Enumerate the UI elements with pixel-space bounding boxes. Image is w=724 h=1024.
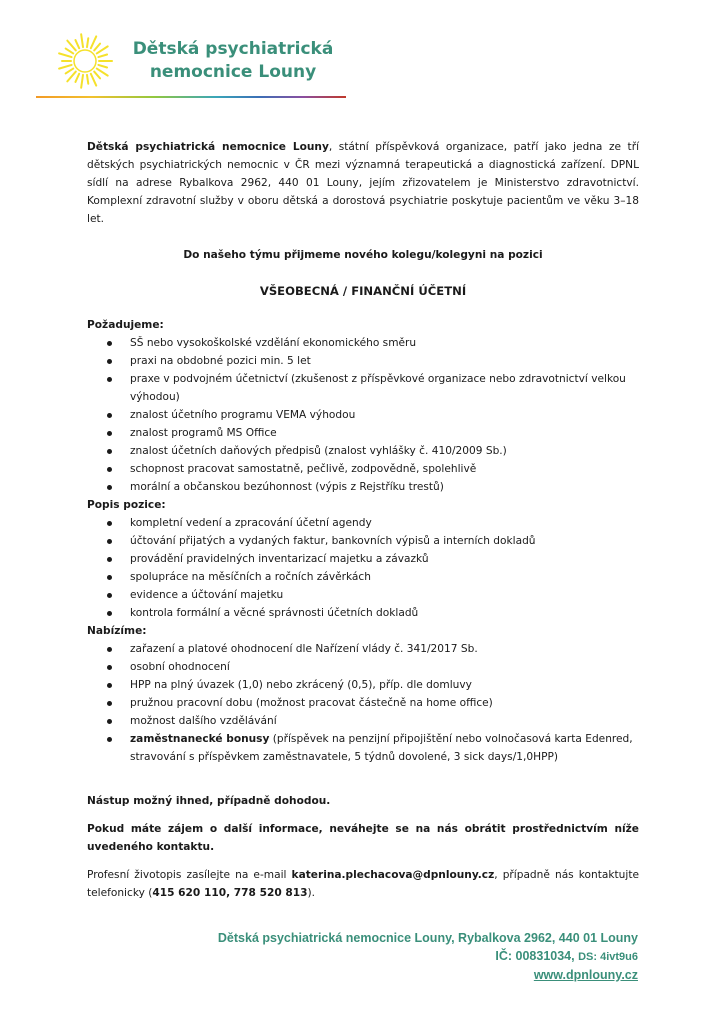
footer-ic: IČ: 00831034,	[495, 949, 579, 963]
intro-text: , státní příspěvková organizace, patří jako jedna ze tří dětských psychiatrických nemocnic v ČR mezi významná terapeutická a diagnostická zařízení. DPNL sídlí na adrese Rybalkova 2962, 440 01 Louny, jejím zřizovatelem je Ministerstvo zdravotnictví. Komplexní zdravotní služby v oboru dětská a dorostová psychiatrie poskytuje pacientům ve věku 3–18 let.	[87, 141, 640, 225]
offer-heading: Nabízíme:	[87, 625, 147, 637]
requirements-heading: Požadujeme:	[87, 319, 164, 331]
list-item: zařazení a platové ohodnocení dle Nařízení vlády č. 341/2017 Sb.	[87, 640, 639, 658]
sun-ray	[81, 75, 83, 88]
list-item-bonus	[87, 730, 639, 766]
logo-line-1: Dětská psychiatrická	[132, 39, 334, 59]
sun-ray	[66, 69, 74, 74]
sun-ray	[94, 44, 100, 51]
list-item: kompletní vedení a zpracování účetní agendy	[87, 514, 639, 532]
contact-email[interactable]: katerina.plechacova@dpnlouny.cz	[291, 869, 495, 881]
sun-ray	[75, 40, 79, 48]
contact-text-3: ).	[307, 887, 316, 899]
list-item: znalost programů MS Office	[87, 424, 639, 442]
sun-ray	[98, 65, 107, 68]
list-item: osobní ohodnocení	[87, 658, 639, 676]
bonus-text: (příspěvek na penzijní připojištění nebo volnočasová karta Edenred, stravování s příspěvkem zaměstnavatele, 5 týdnů dovolené, 3 sick days/1,0HPP)	[130, 733, 633, 763]
list-item: provádění pravidelných inventarizací majetku a závazků	[87, 550, 639, 568]
list-item: evidence a účtování majetku	[87, 586, 639, 604]
list-item: praxi na obdobné pozici min. 5 let	[87, 352, 639, 370]
sun-ray	[75, 74, 79, 82]
sun-ray	[67, 41, 76, 51]
offer-list	[87, 640, 639, 766]
contact-text-2: , případně nás kontaktujte telefonicky (	[87, 869, 639, 899]
requirements-list	[87, 334, 639, 496]
sun-ray	[59, 65, 71, 69]
rainbow-divider	[36, 96, 346, 98]
info-note: Pokud máte zájem o další informace, neváhejte se na nás obrátit prostřednictvím níže uvedeného kontaktu.	[87, 823, 639, 853]
list-item: kontrola formální a věcné správnosti účetních dokladů	[87, 604, 639, 622]
list-item: účtování přijatých a vydaných faktur, bankovních výpisů a interních dokladů	[87, 532, 639, 550]
footer-address: Dětská psychiatrická nemocnice Louny, Rybalkova 2962, 440 01 Louny	[217, 931, 638, 945]
list-item: schopnost pracovat samostatně, pečlivě, zodpovědně, spolehlivě	[87, 460, 639, 478]
contact-paragraph	[87, 866, 639, 902]
sun-ray	[91, 74, 96, 86]
job-title: VŠEOBECNÁ / FINANČNÍ ÚČETNÍ	[259, 284, 467, 298]
logo-line-2: nemocnice Louny	[149, 62, 317, 82]
sun-ray	[97, 46, 108, 53]
list-item: spolupráce na měsíčních a ročních závěrkách	[87, 568, 639, 586]
sun-ray	[97, 69, 108, 76]
sun-ray	[67, 72, 76, 82]
footer-website-link[interactable]: www.dpnlouny.cz	[533, 968, 638, 982]
sun-ray	[87, 75, 88, 84]
intro-paragraph	[87, 138, 639, 228]
list-item: možnost dalšího vzdělávání	[87, 712, 639, 730]
footer	[218, 929, 638, 984]
position-note: Do našeho týmu přijmeme nového kolegu/kolegyni na pozici	[183, 249, 543, 261]
list-item: praxe v podvojném účetnictví (zkušenost z příspěvkové organizace nebo zdravotnictví velkou výhodou)	[87, 370, 639, 406]
sun-ray	[81, 34, 83, 47]
contact-text-1: Profesní životopis zasílejte na e-mail	[87, 869, 292, 881]
sun-icon	[56, 32, 114, 90]
org-name: Dětská psychiatrická nemocnice Louny	[87, 141, 329, 153]
list-item: morální a občanskou bezúhonnost (výpis z Rejstříku trestů)	[87, 478, 639, 496]
start-note: Nástup možný ihned, případně dohodou.	[87, 795, 331, 807]
description-list	[87, 514, 639, 622]
contact-phones: 415 620 110, 778 520 813	[152, 887, 308, 899]
logo-text	[124, 38, 342, 84]
sun-ray	[91, 36, 96, 48]
document-body	[87, 138, 639, 902]
bonus-label: zaměstnanecké bonusy	[130, 733, 270, 745]
description-heading: Popis pozice:	[87, 499, 166, 511]
list-item: HPP na plný úvazek (1,0) nebo zkrácený (0,5), příp. dle domluvy	[87, 676, 639, 694]
sun-ray	[66, 49, 74, 54]
list-item: SŠ nebo vysokoškolské vzdělání ekonomického směru	[87, 334, 639, 352]
sun-ray	[87, 38, 88, 47]
footer-ids	[218, 947, 638, 966]
hospital-logo	[56, 28, 346, 100]
sun-ray	[94, 72, 100, 79]
sun-ray	[59, 53, 71, 57]
sun-ray	[98, 55, 107, 58]
list-item: znalost účetního programu VEMA výhodou	[87, 406, 639, 424]
footer-ds: DS: 4ivt9u6	[578, 951, 638, 963]
list-item: znalost účetních daňových předpisů (znalost vyhlášky č. 410/2009 Sb.)	[87, 442, 639, 460]
list-item: pružnou pracovní dobu (možnost pracovat částečně na home office)	[87, 694, 639, 712]
